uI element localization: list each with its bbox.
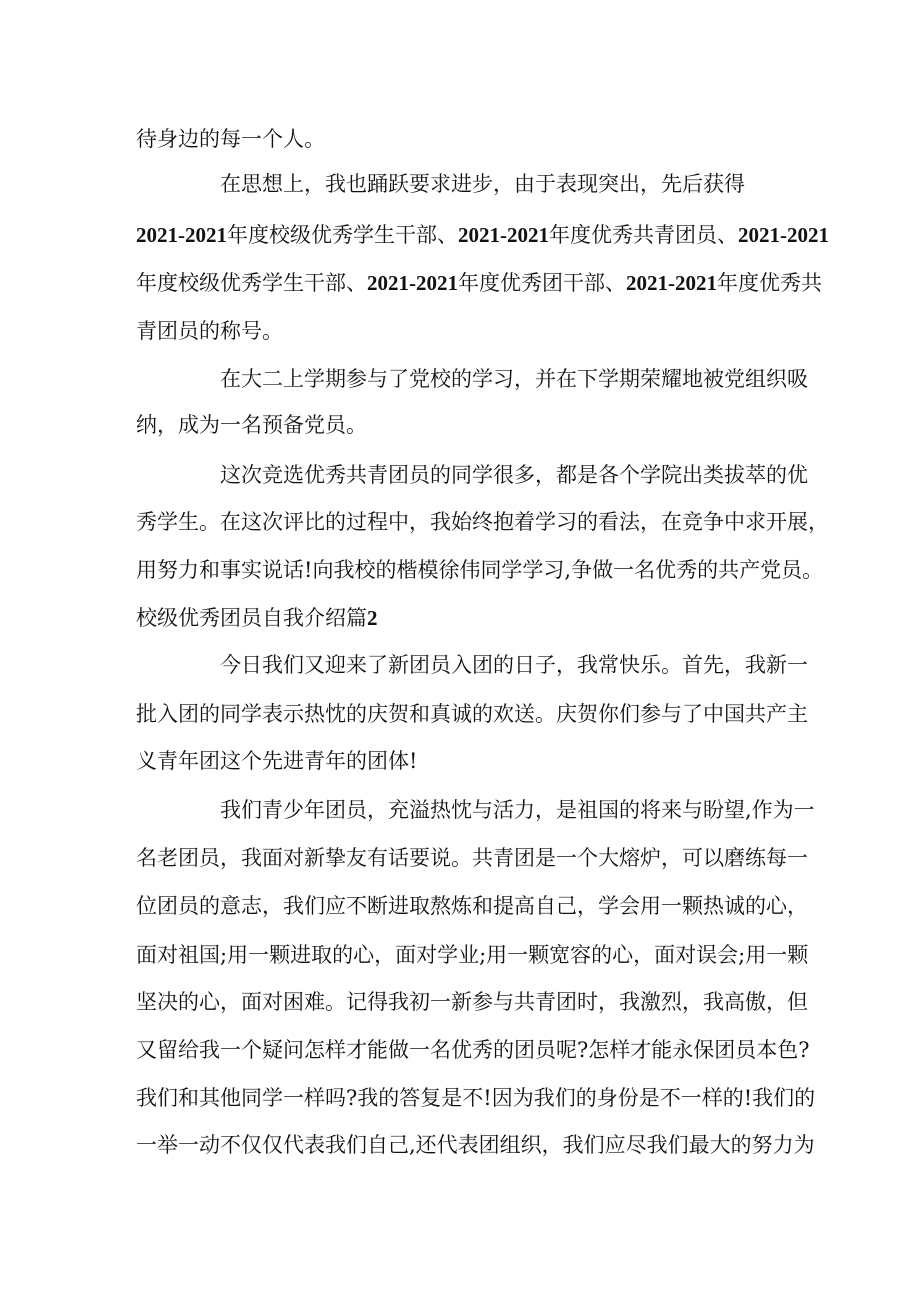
text-line-2: 在思想上，我也踊跃要求进步，由于表现突出，先后获得 <box>220 172 745 196</box>
text-line-6: 在大二上学期参与了党校的学习，并在下学期荣耀地被党组织吸 <box>220 367 808 391</box>
text-line-22: 一举一动不仅仅代表我们自己,还代表团组织，我们应尽我们最大的努力为 <box>136 1133 815 1157</box>
text-line-15: 我们青少年团员，充溢热忱与活力，是祖国的将来与盼望,作为一 <box>220 798 815 822</box>
text-line-5: 青团员的称号。 <box>136 319 283 343</box>
text-line-18: 面对祖国;用一颗进取的心，面对学业;用一颗宽容的心，面对误会;用一颗 <box>136 943 809 967</box>
text-line-8: 这次竞选优秀共青团员的同学很多，都是各个学院出类拔萃的优 <box>220 463 808 487</box>
text-line-21: 我们和其他同学一样吗?我的答复是不!因为我们的身份是不一样的!我们的 <box>136 1086 816 1110</box>
text-line-14: 义青年团这个先进青年的团体! <box>136 749 418 773</box>
text-line-4: 年度校级优秀学生干部、2021-2021年度优秀团干部、2021-2021年度优秀共 <box>136 271 822 295</box>
text-line-1: 待身边的每一个人。 <box>136 127 325 151</box>
text-line-17: 位团员的意志，我们应不断进取熬炼和提高自己，学会用一颗热诚的心， <box>136 894 808 918</box>
section-heading: 校级优秀团员自我介绍篇2 <box>136 606 378 630</box>
text-line-3: 2021-2021年度校级优秀学生干部、2021-2021年度优秀共青团员、2021-2021 <box>136 223 829 247</box>
text-line-13: 批入团的同学表示热忱的庆贺和真诚的欢送。庆贺你们参与了中国共产主 <box>136 702 808 726</box>
text-line-16: 名老团员，我面对新挚友有话要说。共青团是一个大熔炉，可以磨练每一 <box>136 846 808 870</box>
text-line-10: 用努力和事实说话!向我校的楷模徐伟同学学习,争做一名优秀的共产党员。 <box>136 558 824 582</box>
text-line-7: 纳，成为一名预备党员。 <box>136 413 367 437</box>
text-line-12: 今日我们又迎来了新团员入团的日子，我常快乐。首先，我新一 <box>220 653 808 677</box>
text-line-20: 又留给我一个疑问怎样才能做一名优秀的团员呢?怎样才能永保团员本色? <box>136 1038 810 1062</box>
text-line-19: 坚决的心，面对困难。记得我初一新参与共青团时，我激烈，我高傲，但 <box>136 990 808 1014</box>
text-line-9: 秀学生。在这次评比的过程中，我始终抱着学习的看法，在竞争中求开展， <box>136 510 829 534</box>
